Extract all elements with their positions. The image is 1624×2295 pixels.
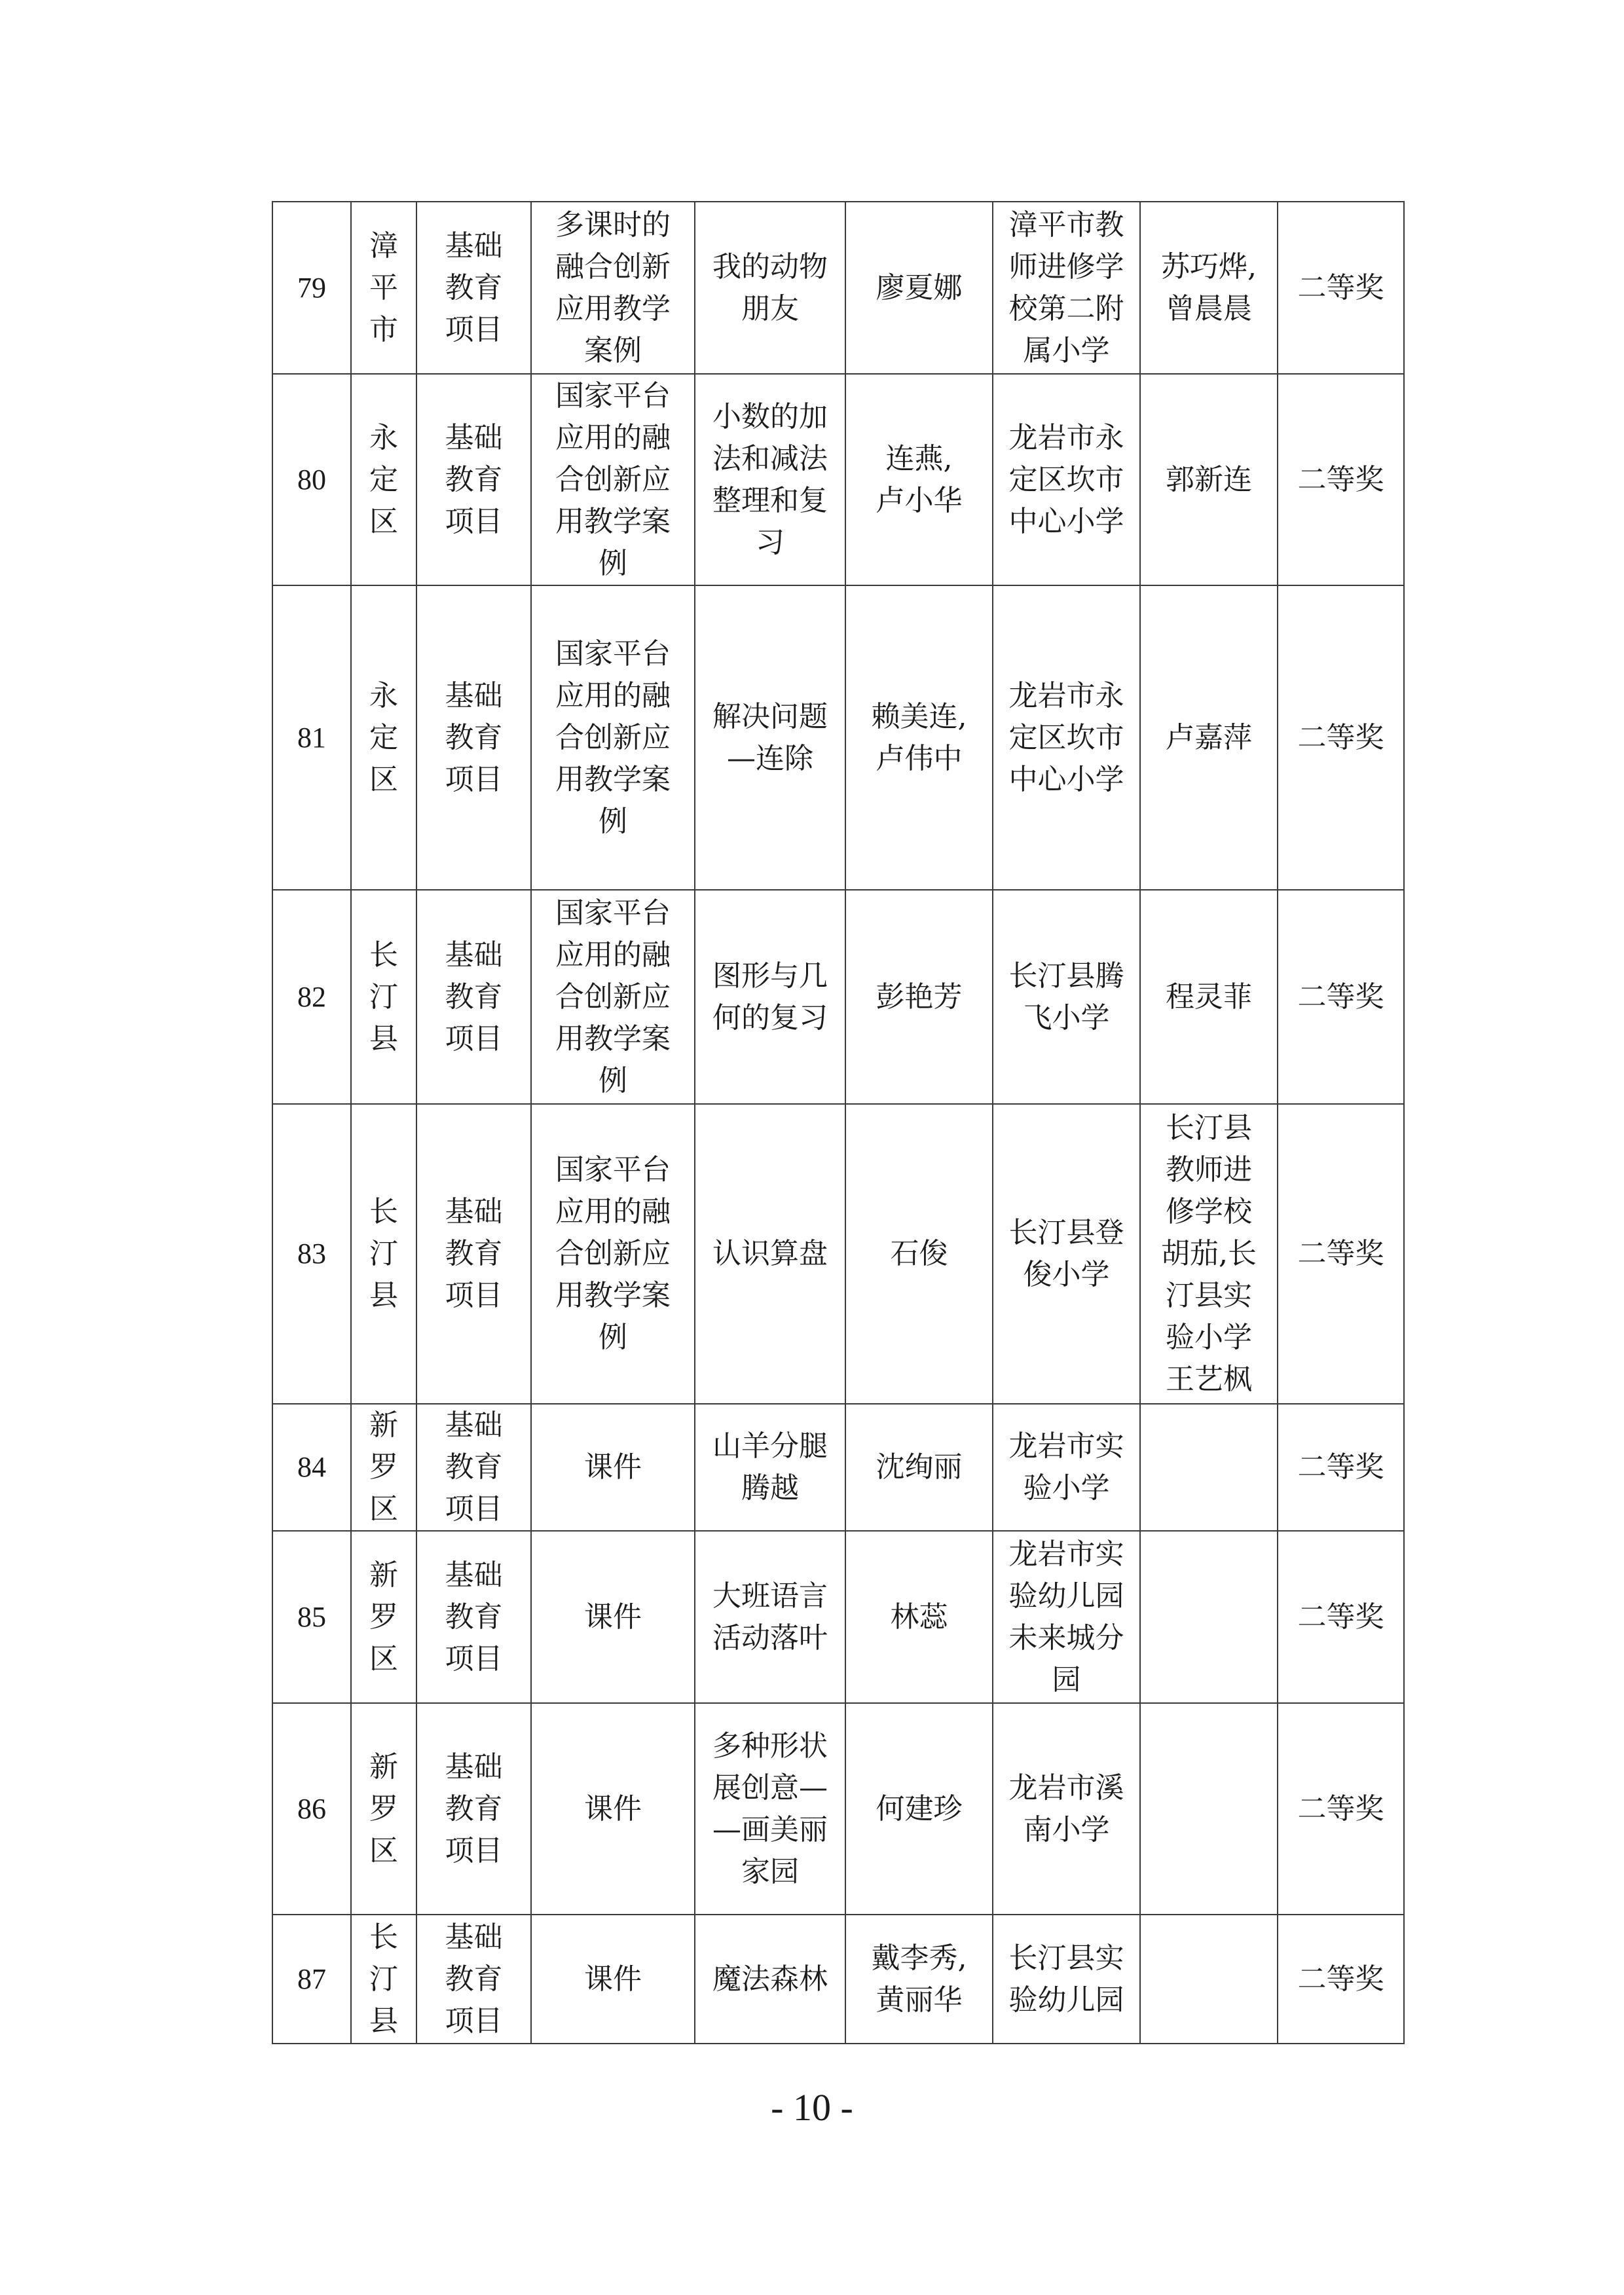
table-row: [272, 202, 1404, 374]
authors-cell-text: 林蕊: [890, 1600, 948, 1634]
work-title-cell-text: 魔法森林: [712, 1962, 828, 1996]
authors-cell: [845, 1531, 993, 1703]
work-title-cell: [695, 1915, 845, 2044]
region-cell-text: 漳 平 市: [369, 229, 398, 346]
authors-cell: [845, 1104, 993, 1404]
awards-table: [272, 201, 1405, 2044]
row-number: [272, 1104, 351, 1404]
work-title-cell-text: 大班语言 活动落叶: [712, 1579, 828, 1655]
region-cell-text: 新 罗 区: [369, 1408, 398, 1526]
row-number: [272, 1531, 351, 1703]
table-row: [272, 1104, 1404, 1404]
table-row: [272, 1703, 1404, 1915]
project-cell: [416, 1915, 531, 2044]
region-cell: [351, 1404, 416, 1531]
authors-cell: [845, 1404, 993, 1531]
project-cell-text: 基础 教育 项目: [445, 1195, 503, 1312]
region-cell-text: 长 汀 县: [369, 1920, 398, 2038]
row-number: [272, 890, 351, 1104]
category-cell-text: 国家平台 应用的融 合创新应 用教学案 例: [555, 1153, 671, 1354]
region-cell: [351, 1531, 416, 1703]
row-number: [272, 374, 351, 585]
category-cell: [531, 1703, 695, 1915]
award-cell-text: 二等奖: [1297, 1962, 1384, 1996]
award-cell: [1278, 1104, 1404, 1404]
award-cell-text: 二等奖: [1297, 1450, 1384, 1484]
category-cell-text: 多课时的 融合创新 应用教学 案例: [555, 208, 671, 367]
region-cell: [351, 1104, 416, 1404]
school-cell-text: 长汀县实 验幼儿园: [1008, 1941, 1124, 2017]
school-cell: [993, 1531, 1140, 1703]
authors-cell-text: 廖夏娜: [876, 270, 963, 304]
advisor-cell: [1140, 1404, 1278, 1531]
project-cell: [416, 1104, 531, 1404]
row-number-text: 86: [297, 1792, 326, 1825]
school-cell-text: 龙岩市永 定区坎市 中心小学: [1008, 678, 1124, 796]
authors-cell: [845, 374, 993, 585]
category-cell-text: 课件: [584, 1600, 642, 1634]
region-cell: [351, 1703, 416, 1915]
work-title-cell-text: 图形与几 何的复习: [712, 959, 828, 1035]
award-cell: [1278, 202, 1404, 374]
school-cell-text: 长汀县登 俊小学: [1008, 1216, 1124, 1291]
award-cell-text: 二等奖: [1297, 980, 1384, 1014]
authors-cell: [845, 1915, 993, 2044]
advisor-cell-text: 苏巧烨, 曾晨晨: [1161, 249, 1257, 325]
school-cell: [993, 890, 1140, 1104]
school-cell: [993, 1404, 1140, 1531]
category-cell-text: 课件: [584, 1962, 642, 1996]
authors-cell-text: 赖美连, 卢伟中: [871, 699, 967, 775]
award-cell: [1278, 585, 1404, 890]
table-row: [272, 374, 1404, 585]
category-cell: [531, 1404, 695, 1531]
school-cell: [993, 585, 1140, 890]
region-cell-text: 永 定 区: [369, 678, 398, 796]
project-cell: [416, 1531, 531, 1703]
school-cell-text: 龙岩市实 验幼儿园 未来城分 园: [1008, 1537, 1124, 1697]
region-cell-text: 新 罗 区: [369, 1750, 398, 1867]
advisor-cell: [1140, 1531, 1278, 1703]
award-cell: [1278, 1531, 1404, 1703]
award-cell: [1278, 1404, 1404, 1531]
award-cell-text: 二等奖: [1297, 1600, 1384, 1634]
category-cell: [531, 1915, 695, 2044]
region-cell: [351, 585, 416, 890]
award-cell: [1278, 1703, 1404, 1915]
award-cell: [1278, 1915, 1404, 2044]
category-cell-text: 国家平台 应用的融 合创新应 用教学案 例: [555, 636, 671, 838]
region-cell-text: 长 汀 县: [369, 938, 398, 1056]
work-title-cell: [695, 1404, 845, 1531]
row-number: [272, 1404, 351, 1531]
category-cell: [531, 1104, 695, 1404]
award-cell-text: 二等奖: [1297, 462, 1384, 496]
authors-cell-text: 石俊: [890, 1237, 948, 1270]
row-number-text: 82: [297, 980, 326, 1013]
award-cell-text: 二等奖: [1297, 720, 1384, 754]
advisor-cell: [1140, 585, 1278, 890]
school-cell: [993, 1703, 1140, 1915]
row-number: [272, 202, 351, 374]
advisor-cell-text: 卢嘉萍: [1166, 720, 1252, 754]
advisor-cell: [1140, 890, 1278, 1104]
category-cell: [531, 1531, 695, 1703]
table-row: [272, 1404, 1404, 1531]
project-cell-text: 基础 教育 项目: [445, 938, 503, 1056]
row-number-text: 85: [297, 1600, 326, 1633]
row-number: [272, 1703, 351, 1915]
advisor-cell-text: 长汀县 教师进 修学校 胡茄,长 汀县实 验小学 王艺枫: [1161, 1111, 1257, 1396]
authors-cell: [845, 202, 993, 374]
authors-cell: [845, 890, 993, 1104]
authors-cell-text: 彭艳芳: [876, 980, 963, 1014]
page-number: - 10 -: [771, 2086, 853, 2129]
advisor-cell: [1140, 202, 1278, 374]
region-cell: [351, 202, 416, 374]
region-cell: [351, 374, 416, 585]
project-cell-text: 基础 教育 项目: [445, 1558, 503, 1676]
region-cell-text: 新 罗 区: [369, 1558, 398, 1676]
school-cell-text: 龙岩市实 验小学: [1008, 1429, 1124, 1505]
work-title-cell: [695, 1531, 845, 1703]
work-title-cell: [695, 1104, 845, 1404]
row-number-text: 83: [297, 1238, 326, 1270]
table-row: [272, 1531, 1404, 1703]
project-cell-text: 基础 教育 项目: [445, 1750, 503, 1867]
advisor-cell-text: 郭新连: [1166, 462, 1252, 496]
award-cell: [1278, 374, 1404, 585]
authors-cell-text: 沈绚丽: [876, 1450, 963, 1484]
school-cell-text: 长汀县腾 飞小学: [1008, 959, 1124, 1035]
work-title-cell-text: 认识算盘: [712, 1237, 828, 1270]
work-title-cell-text: 山羊分腿 腾越: [712, 1429, 828, 1505]
region-cell-text: 长 汀 县: [369, 1195, 398, 1312]
row-number: [272, 585, 351, 890]
project-cell-text: 基础 教育 项目: [445, 1920, 503, 2038]
row-number-text: 87: [297, 1962, 326, 1995]
work-title-cell-text: 解决问题 —连除: [712, 699, 828, 775]
category-cell-text: 国家平台 应用的融 合创新应 用教学案 例: [555, 378, 671, 580]
project-cell: [416, 890, 531, 1104]
category-cell-text: 课件: [584, 1791, 642, 1826]
school-cell: [993, 374, 1140, 585]
school-cell-text: 龙岩市溪 南小学: [1008, 1771, 1124, 1846]
table-row: [272, 1915, 1404, 2044]
table-row: [272, 585, 1404, 890]
project-cell-text: 基础 教育 项目: [445, 420, 503, 538]
region-cell: [351, 890, 416, 1104]
work-title-cell-text: 小数的加 法和减法 整理和复 习: [712, 399, 828, 559]
category-cell-text: 课件: [584, 1450, 642, 1484]
region-cell: [351, 1915, 416, 2044]
row-number-text: 84: [297, 1451, 326, 1483]
work-title-cell-text: 我的动物 朋友: [712, 249, 828, 325]
award-cell: [1278, 890, 1404, 1104]
authors-cell-text: 戴李秀, 黄丽华: [871, 1941, 967, 2017]
row-number: [272, 1915, 351, 2044]
authors-cell-text: 何建珍: [876, 1791, 963, 1826]
award-cell-text: 二等奖: [1297, 1791, 1384, 1826]
row-number-text: 80: [297, 463, 326, 496]
school-cell: [993, 202, 1140, 374]
work-title-cell-text: 多种形状 展创意— —画美丽 家园: [712, 1729, 828, 1888]
advisor-cell: [1140, 1915, 1278, 2044]
advisor-cell-text: 程灵菲: [1166, 980, 1252, 1014]
advisor-cell: [1140, 1104, 1278, 1404]
project-cell: [416, 374, 531, 585]
project-cell-text: 基础 教育 项目: [445, 678, 503, 796]
project-cell-text: 基础 教育 项目: [445, 1408, 503, 1526]
work-title-cell: [695, 202, 845, 374]
work-title-cell: [695, 1703, 845, 1915]
advisor-cell: [1140, 374, 1278, 585]
table-row: [272, 890, 1404, 1104]
work-title-cell: [695, 890, 845, 1104]
school-cell-text: 龙岩市永 定区坎市 中心小学: [1008, 420, 1124, 538]
project-cell: [416, 1404, 531, 1531]
project-cell: [416, 202, 531, 374]
category-cell-text: 国家平台 应用的融 合创新应 用教学案 例: [555, 896, 671, 1097]
work-title-cell: [695, 374, 845, 585]
school-cell: [993, 1915, 1140, 2044]
work-title-cell: [695, 585, 845, 890]
project-cell-text: 基础 教育 项目: [445, 229, 503, 346]
award-cell-text: 二等奖: [1297, 1237, 1384, 1270]
school-cell: [993, 1104, 1140, 1404]
category-cell: [531, 890, 695, 1104]
row-number-text: 81: [297, 721, 326, 754]
project-cell: [416, 585, 531, 890]
project-cell: [416, 1703, 531, 1915]
advisor-cell: [1140, 1703, 1278, 1915]
category-cell: [531, 374, 695, 585]
award-cell-text: 二等奖: [1297, 270, 1384, 304]
authors-cell: [845, 1703, 993, 1915]
region-cell-text: 永 定 区: [369, 420, 398, 538]
category-cell: [531, 585, 695, 890]
table-body: [272, 202, 1404, 2044]
authors-cell-text: 连燕, 卢小华: [876, 441, 963, 517]
authors-cell: [845, 585, 993, 890]
row-number-text: 79: [297, 271, 326, 304]
school-cell-text: 漳平市教 师进修学 校第二附 属小学: [1008, 208, 1124, 367]
category-cell: [531, 202, 695, 374]
